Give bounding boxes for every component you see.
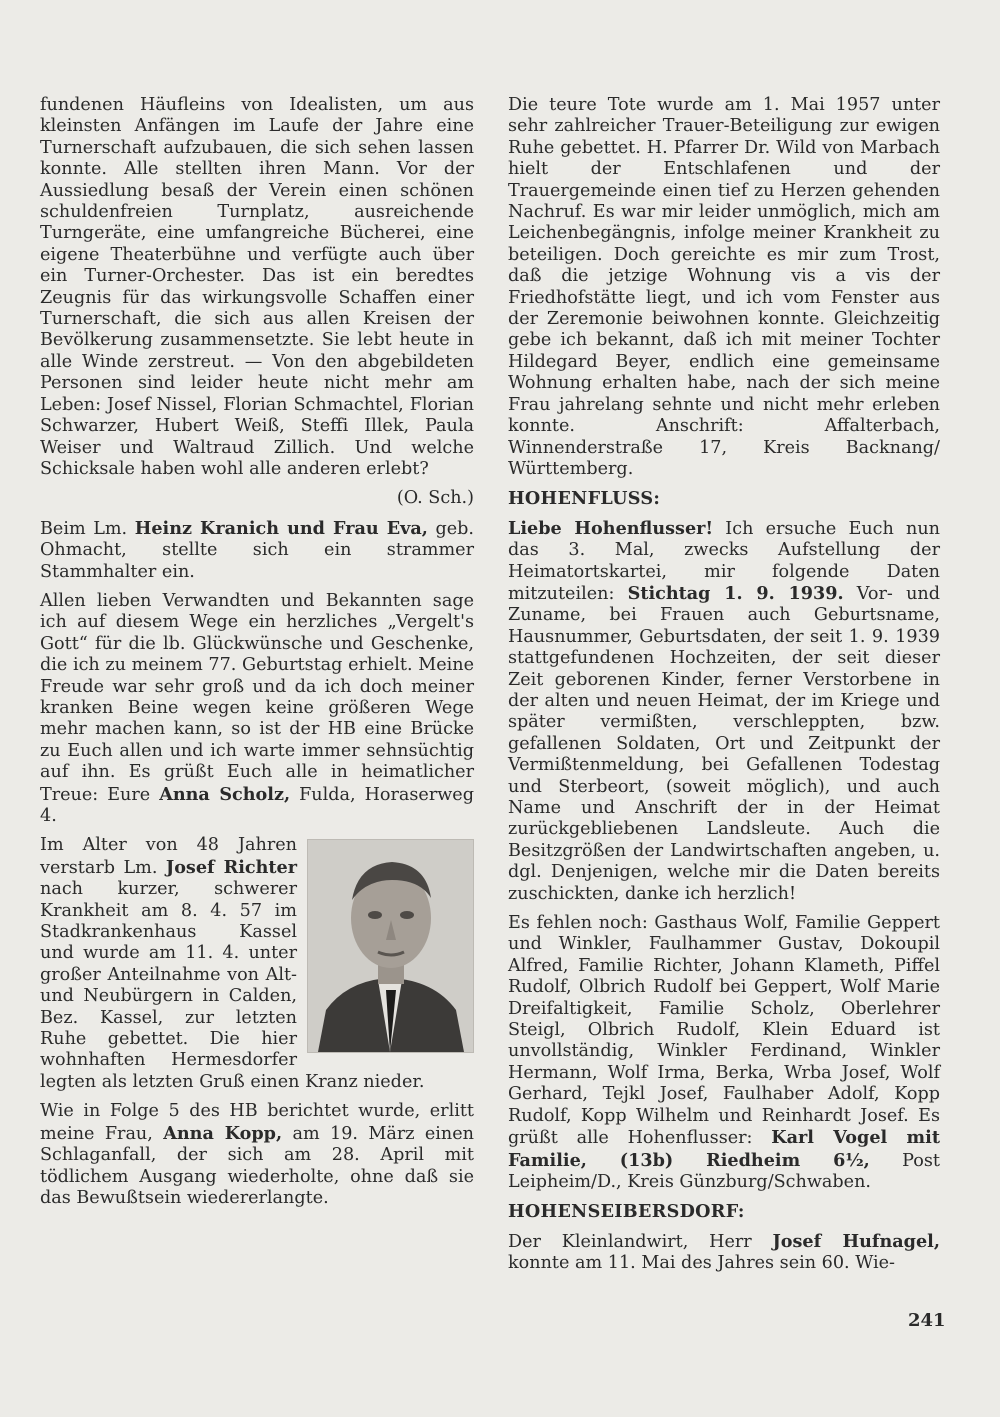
name-josef-hufnagel: Josef Hufnagel,	[772, 1230, 940, 1252]
name-josef-richter: Josef Richter	[165, 856, 297, 878]
paragraph-kranich: Beim Lm. Heinz Kranich und Frau Eva, geb. Ohmacht, stellte sich ein strammer Stammhalter ein.	[40, 517, 474, 582]
left-column	[40, 95, 474, 1217]
paragraph-kopp: Wie in Folge 5 des HB berichtet wurde, erlitt meine Frau, Anna Kopp, am 19. März einen Schlaganfall, der sich am 28. April mit tödlichem Ausgang wiederholte, ohne daß sie das Bewußtsein wiedererlangte.	[40, 1101, 474, 1208]
paragraph-missing-list: Es fehlen noch: Gasthaus Wolf, Familie Geppert und Winkler, Faulhammer Gustav, Dokoupil Alfred, Familie Richter, Johann Klameth, Piffel Rudolf, Olbrich Rudolf bei Geppert, Wolf Marie Dreifaltigkeit, Familie Scholz, Oberlehrer Steigl, Olbrich Rudolf, Klein Eduard ist unvollständig, Winkler Ferdinand, Winkler Hermann, Wolf Irma, Berka, Wrba Josef, Wolf Gerhard, Tejkl Josef, Faulhaber Adolf, Kopp Rudolf, Kopp Wilhelm und Reinhardt Josef. Es grüßt alle Hohenflusser: Karl Vogel mit Familie, (13b) Riedheim 6½, Post Leipheim/D., Kreis Günzburg/Schwaben.	[508, 913, 940, 1192]
paragraph-hufnagel: Der Kleinlandwirt, Herr Josef Hufnagel, konnte am 11. Mai des Jahres sein 60. Wie-	[508, 1230, 940, 1274]
name-heinz-kranich: Heinz Kranich und Frau Eva,	[134, 517, 428, 539]
page-number: 241	[908, 1310, 946, 1331]
section-heading-hohenfluss: HOHENFLUSS:	[508, 488, 661, 510]
paragraph-scholz: Allen lieben Verwandten und Bekannten sage ich auf diesem Wege ein herzliches „Vergelt's Gott“ für die lb. Glückwünsche und Geschenke, die ich zu meinem 77. Geburtstag erhielt. Meine Freude war sehr groß und da ich doch meiner kranken Beine wegen keine größeren Wege mehr machen kann, so ist der HB eine Brücke zu Euch allen und ich warte immer sehnsüchtig auf ihn. Es grüßt Euch alle in heimatlicher Treue: Eure Anna Scholz, Fulda, Horaserweg 4.	[40, 590, 474, 826]
obituary-richter	[40, 835, 474, 1093]
name-anna-kopp: Anna Kopp,	[163, 1122, 283, 1144]
right-column	[508, 95, 940, 1283]
paragraph-hohenfluss-request: Liebe Hohenflusser! Ich ersuche Euch nun das 3. Mal, zwecks Aufstellung der Heimatortskartei, mir folgende Daten mitzuteilen: Stichtag 1. 9. 1939. Vor- und Zuname, bei Frauen auch Geburtsname, Hausnummer, Geburtsdaten, der seit 1. 9. 1939 stattgefundenen Hochzeiten, der seit dieser Zeit geborenen Kinder, ferner Verstorbene in der alten und neuen Heimat, der im Kriege und später vermißten, verschleppten, bzw. gefallenen Soldaten, Ort und Zeitpunkt der Vermißtenmeldung, bei Gefallenen Todestag und Sterbeort, (soweit möglich), und auch Name und Anschrift der in der Heimat zurückgebliebenen Landsleute. Auch die Besitzgrößen der Landwirtschaften angeben, u. dgl. Denjenigen, welche mir die Daten bereits zuschickten, danke ich herzlich!	[508, 517, 940, 904]
paragraph-kopp-continued: Die teure Tote wurde am 1. Mai 1957 unter sehr zahlreicher Trauer-Beteiligung zur ewigen Ruhe gebettet. H. Pfarrer Dr. Wild von Marbach hielt der Entschlafenen und der Trauergemeinde einen tief zu Herzen gehenden Nachruf. Es war mir leider unmöglich, mich am Leichenbegängnis, infolge meiner Krankheit zu beteiligen. Doch gereichte es mir zum Trost, daß die jetzige Wohnung vis a vis der Friedhofstätte liegt, und ich vom Fenster aus der Zeremonie beiwohnen konnte. Gleichzeitig gebe ich bekannt, daß ich mit meiner Tochter Hildegard Beyer, endlich eine gemeinsame Wohnung erhalten habe, nach der sich meine Frau jahrelang sehnte und nicht mehr erleben konnte. Anschrift: Affalterbach, Winnenderstraße 17, Kreis Backnang/ Württemberg.	[508, 95, 940, 479]
signature-osch: (O. Sch.)	[396, 488, 474, 509]
section-heading-hohenseibersdorf: HOHENSEIBERSDORF:	[508, 1201, 745, 1223]
name-karl-vogel: Karl Vogel mit Familie, (13b) Riedheim 6½,	[508, 1127, 940, 1171]
name-anna-scholz: Anna Scholz,	[159, 783, 291, 805]
portrait-photo	[307, 839, 474, 1053]
paragraph-turnerschaft: fundenen Häufleins von Idealisten, um aus kleinsten Anfängen im Laufe der Jahre eine Turnerschaft aufzubauen, die sich sehen lassen konnte. Alle stellten ihren Mann. Vor der Aussiedlung besaß der Verein einen schönen schuldenfreien Turnplatz, ausreichende Turngeräte, eine umfangreiche Bücherei, eine eigene Theaterbühne und verfügte auch über ein Turner-Orchester. Das ist ein beredtes Zeugnis für das wirkungsvolle Schaffen einer Turnerschaft, die sich aus allen Kreisen der Bevölkerung zusammensetzte. Sie lebt heute in alle Winde zerstreut. — Von den abgebildeten Personen sind leider heute nicht mehr am Leben: Josef Nissel, Florian Schmachtel, Florian Schwarzer, Hubert Weiß, Steffi Illek, Paula Weiser und Waltraud Zillich. Und welche Schicksale haben wohl alle anderen erlebt?	[40, 95, 474, 479]
paragraph-richter: Im Alter von 48 Jahren verstarb Lm. Josef Richter nach kurzer, schwerer Krankheit am 8. 4. 57 im Stadkrankenhaus Kassel und wurde am 11. 4. unter großer Anteilnahme von Alt- und Neubürgern in Calden, Bez. Kassel, zur letzten Ruhe gebettet. Die hier wohnhaften Hermesdorfer legten als letzten Gruß einen Kranz nieder.	[40, 835, 425, 1092]
portrait-image	[308, 840, 473, 1052]
